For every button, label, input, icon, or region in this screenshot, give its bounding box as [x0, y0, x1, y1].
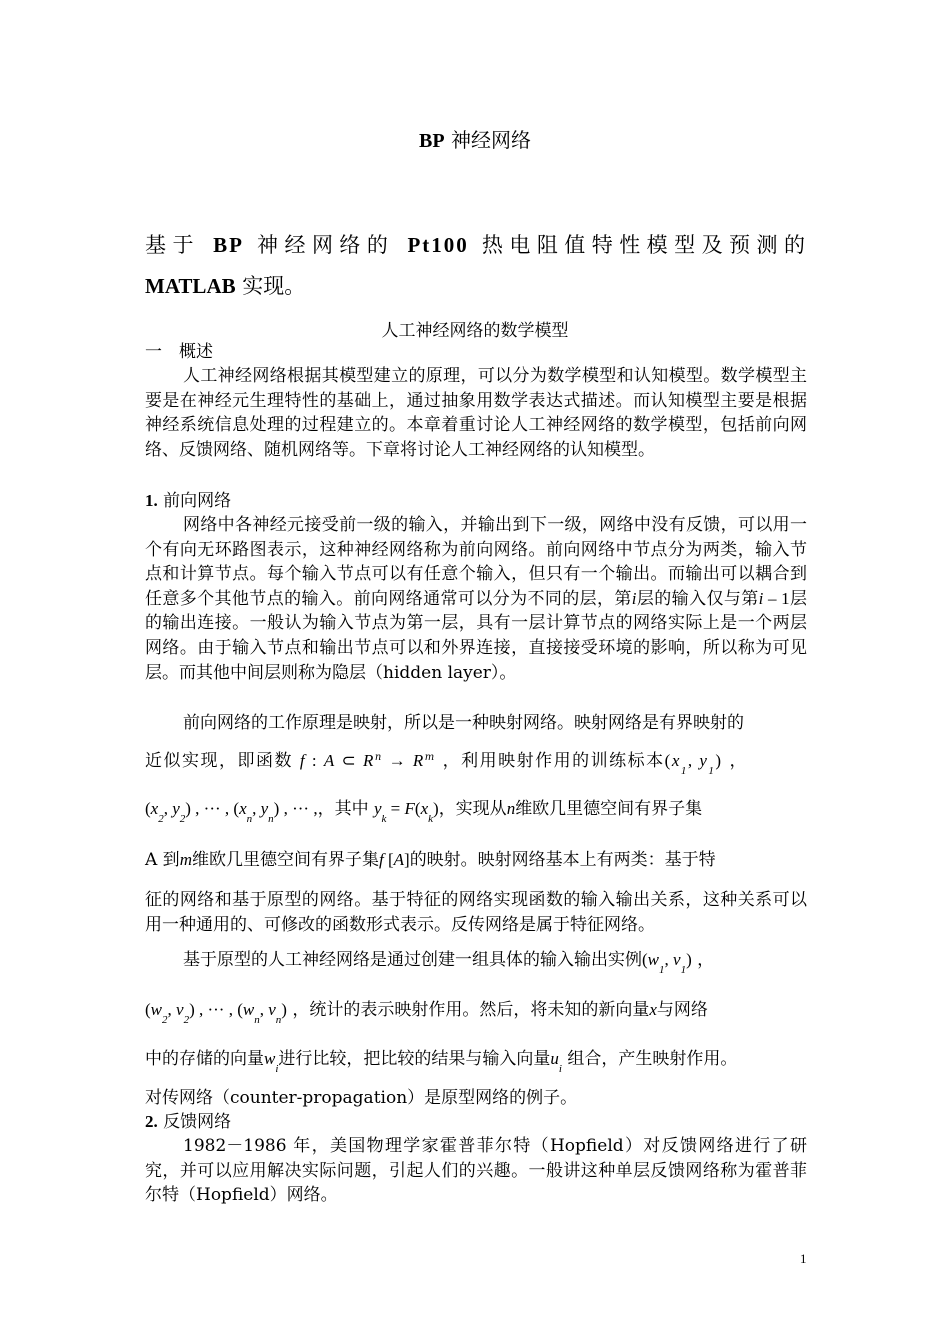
section-label: 反馈网络	[157, 1112, 232, 1132]
para-text: 组合，产生映射作用。	[567, 1049, 738, 1069]
para3-line3	[145, 1046, 807, 1075]
para-text: 近似实现，即函数	[145, 751, 293, 771]
math-n: n	[506, 799, 516, 818]
paragraph-forward-network	[145, 513, 807, 685]
section-2-heading	[145, 1110, 807, 1135]
math-minus-one: – 1	[763, 588, 790, 608]
para3-line1: 基于原型的人工神经网络是通过创建一组具体的输入输出实例($w_1$, $v_1$) ，	[183, 950, 715, 976]
para2-line1: 前向网络的工作原理是映射，所以是一种映射网络。映射网络是有界映射的	[183, 713, 744, 733]
math-tuple: ($w_2$, $v_2$) , ··· , ($w_n$, $v_n$)	[145, 1000, 287, 1026]
para2-line2: 近似实现，即函数 f : A ⊂ $R^n \to R^m$ ，利用映射作用的训练标本($x_1$, $y_1$) ，	[145, 751, 748, 777]
section-label: 前向网络	[157, 491, 232, 511]
para2-line3	[145, 796, 807, 825]
subtitle-pt100: Pt100	[407, 233, 469, 257]
math-set: R	[363, 751, 375, 770]
math-sup: m	[424, 752, 436, 763]
page-title	[0, 124, 950, 153]
para3-line4: 对传网络（counter-propagation）是原型网络的例子。	[145, 1088, 578, 1108]
math-m: m	[179, 850, 192, 869]
page-number: 1	[800, 1251, 807, 1266]
math-ui: $u_i$	[550, 1049, 562, 1075]
math-tuple: ($x_2$, $y_2$) , ··· , ($x_n$, $y_n$) , ··· ,	[145, 799, 318, 825]
math-tuple: ($w_1$, $v_1$)	[642, 950, 692, 976]
subtitle-text: 实现。	[235, 274, 306, 298]
math-set: A	[323, 751, 336, 770]
math-symbol: :	[306, 751, 324, 770]
math-i: i	[631, 588, 637, 608]
para-text: ，利用映射作用的训练标本	[442, 751, 665, 771]
math-i: i	[758, 588, 764, 608]
para-text: 中的存储的向量	[145, 1049, 264, 1069]
math-wi: $w_i$	[264, 1049, 279, 1075]
overview-heading: 一 概述	[145, 342, 213, 362]
para-text: 的映射。映射网络基本上有两类：基于特	[409, 850, 716, 870]
title-rest: 神经网络	[444, 128, 531, 152]
subtitle-text: 神经网络的	[243, 233, 408, 257]
para-text: 层的输出连接。一般认为输入节点为第一层，具有一层计算节点的网络实际上是一个两层网络。由于输入节点和输出节点可以和外界连接，直接接受环境的影响，所以称为可见层。而其他中间层则称为隐层（hidden layer）。	[145, 588, 808, 683]
para-text: ，实现从	[438, 799, 507, 819]
section-1-heading	[145, 489, 807, 514]
para-text: 网络中各神经元接受前一级的输入，并输出到下一级，网络中没有反馈，可以用一个有向无环路图表示，这种神经网络称为前向网络。前向网络中节点分为两类，输入节点和计算节点。每个输入节点可以有任意个输入，但只有一个输出。而输出可以耦合到任意多个其他节点的输入。前向网络通常可以分为不同的层，第	[145, 515, 807, 609]
section-heading: 人工神经网络的数学模型	[381, 321, 569, 341]
subtitle-text: 热电阻值特性模型及预测的	[468, 233, 807, 257]
subtitle-line-1	[145, 222, 807, 268]
overview-paragraph: 人工神经网络根据其模型建立的原理，可以分为数学模型和认知模型。数学模型主要是在神经元生理特性的基础上，通过抽象用数学表达式描述。而认知模型主要是根据神经系统信息处理的过程建立的。本章着重讨论人工神经网络的数学模型，包括前向网络、反馈网络、随机网络等。下章将讨论人工神经网络的认知模型。	[145, 366, 807, 460]
title-prefix: BP	[419, 130, 445, 152]
para-text: A 到	[145, 850, 180, 870]
para2-line4	[145, 847, 807, 873]
para-text: 基于原型的人工神经网络是通过创建一组具体的输入输出实例	[183, 950, 642, 970]
math-equation: $y_k = F(x_k)$	[373, 799, 439, 825]
para-text: 与网络	[656, 1000, 708, 1020]
para3-line2	[145, 997, 807, 1026]
para-text: 维欧几里德空间有界子集	[515, 799, 703, 819]
para-text: 层的输入仅与第	[636, 588, 759, 609]
subtitle-bp: BP	[213, 233, 244, 257]
para-text: 进行比较，把比较的结果与输入向量	[278, 1049, 551, 1069]
section-number: 2.	[145, 1112, 158, 1131]
math-fa: f [A]	[378, 850, 410, 869]
para2-rest: 征的网络和基于原型的网络。基于特征的网络实现函数的输入输出关系，这种关系可以用一种通用的、可修改的函数形式表示。反传网络是属于特征网络。	[145, 890, 807, 935]
math-symbol: ⊂	[335, 751, 364, 770]
section-number: 1.	[145, 491, 158, 510]
para-text: ，其中	[317, 799, 369, 819]
math-set: R	[412, 751, 425, 770]
math-symbol: →	[382, 751, 413, 770]
subtitle-matlab: MATLAB	[145, 274, 236, 298]
math-x: x	[649, 1000, 657, 1019]
math-tuple: ($x_1$, $y_1$)	[664, 751, 723, 777]
para-text: ，统计的表示映射作用。然后，将未知的新向量	[292, 1000, 650, 1020]
paragraph-feedback-network: 1982－1986 年，美国物理学家霍普菲尔特（Hopfield）对反馈网络进行了研究，并可以应用解决实际问题，引起人们的兴趣。一般讲这种单层反馈网络称为霍普菲尔特（Hopfield）网络。	[145, 1136, 807, 1206]
subtitle-line-2	[145, 270, 305, 300]
para-text: 维欧几里德空间有界子集	[191, 850, 379, 870]
math-sup: n	[374, 752, 383, 763]
subtitle-text: 基于	[145, 233, 214, 257]
math-function: f	[299, 751, 307, 770]
